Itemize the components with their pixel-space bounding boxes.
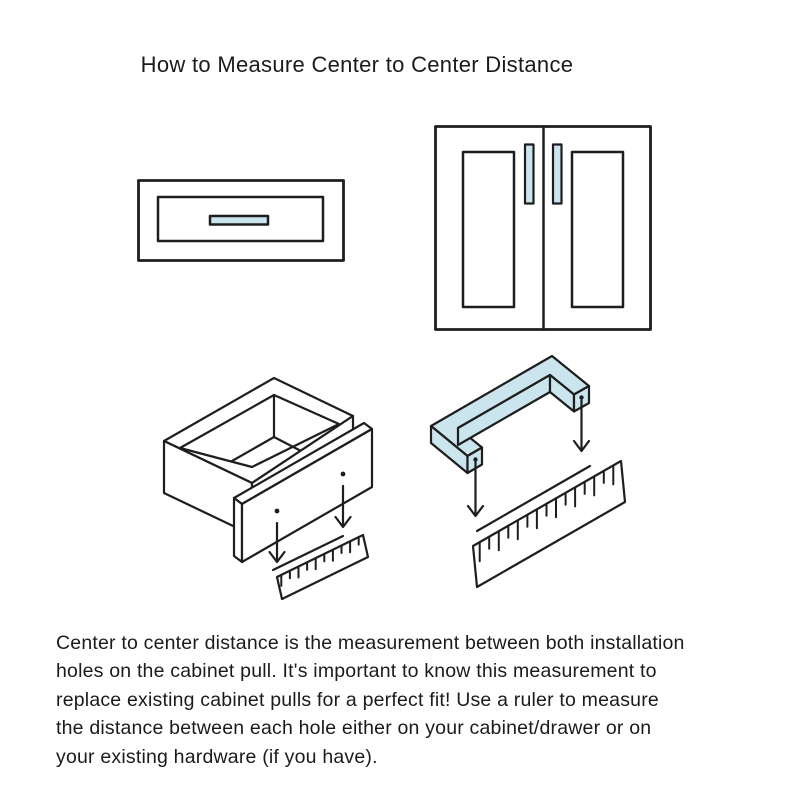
description-line: holes on the cabinet pull. It's important to know this measurement to — [56, 660, 657, 683]
description-line: Center to center distance is the measurement between both installation — [56, 632, 685, 654]
drawer-front-illustration — [137, 179, 347, 265]
left-door-pull — [525, 145, 534, 204]
page-title: How to Measure Center to Center Distance — [140, 52, 574, 77]
right-door-pull — [553, 145, 562, 204]
installation-hole-left — [275, 509, 280, 514]
description-line: replace existing cabinet pulls for a perfect fit! Use a ruler to measure — [56, 688, 659, 711]
cabinet-doors-illustration — [434, 125, 654, 333]
drawer-pull-bar — [210, 216, 268, 225]
description-text — [56, 629, 768, 771]
ruler — [277, 535, 368, 599]
left-door-panel — [463, 152, 514, 307]
drawer-face-plate-side — [234, 498, 242, 562]
drawer-measurement-illustration — [150, 365, 395, 610]
right-door-panel — [572, 152, 623, 307]
installation-hole-right — [341, 472, 346, 477]
description-line: your existing hardware (if you have). — [56, 745, 378, 768]
ruler — [473, 461, 625, 587]
pull-measurement-illustration — [420, 350, 670, 600]
description-line: the distance between each hole either on your cabinet/drawer or on — [56, 717, 652, 740]
